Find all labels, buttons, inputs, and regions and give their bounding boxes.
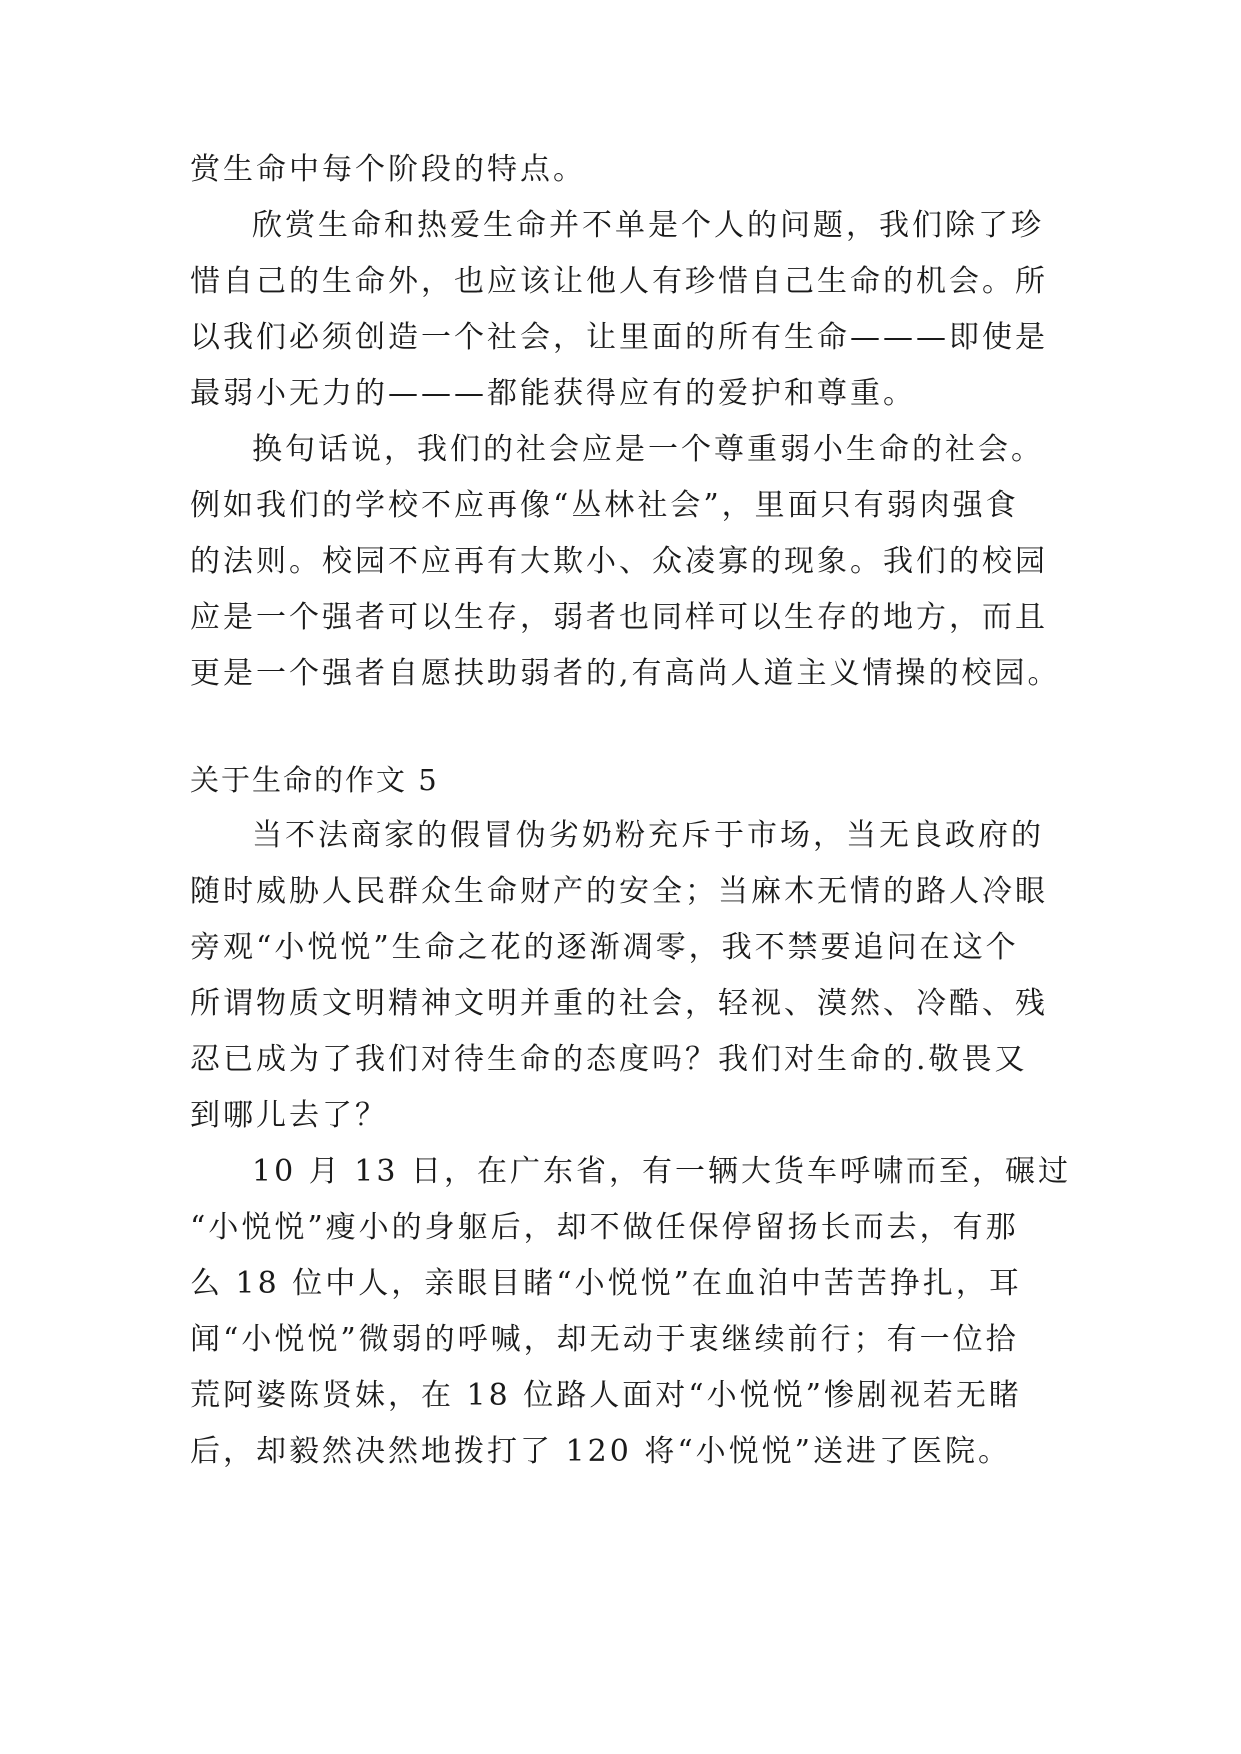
text-line: 荒阿婆陈贤妹，在 18 位路人面对“小悦悦”惨剧视若无睹 [190, 1378, 1022, 1413]
section-title: 关于生命的作文 5 [190, 763, 439, 797]
text-line: “小悦悦”瘦小的身躯后，却不做任保停留扬长而去，有那 [190, 1210, 1019, 1245]
text-line: 欣赏生命和热爱生命并不单是个人的问题，我们除了珍 [252, 208, 1044, 243]
text-line: 以我们必须创造一个社会，让里面的所有生命———即使是 [190, 320, 1048, 355]
text-line: 赏生命中每个阶段的特点。 [190, 152, 586, 187]
text-line: 换句话说，我们的社会应是一个尊重弱小生命的社会。 [252, 432, 1044, 467]
text-line: 旁观“小悦悦”生命之花的逐渐凋零，我不禁要追问在这个 [190, 930, 1019, 965]
text-line: 闻“小悦悦”微弱的呼喊，却无动于衷继续前行；有一位拾 [190, 1322, 1019, 1357]
text-line: 么 18 位中人，亲眼目睹“小悦悦”在血泊中苦苦挣扎，耳 [190, 1266, 1022, 1301]
text-line: 最弱小无力的———都能获得应有的爱护和尊重。 [190, 376, 916, 411]
text-line: 更是一个强者自愿扶助弱者的,有高尚人道主义情操的校园。 [190, 656, 1061, 691]
text-line: 10 月 13 日，在广东省，有一辆大货车呼啸而至，碾过 [252, 1154, 1071, 1189]
text-line: 随时威胁人民群众生命财产的安全；当麻木无情的路人冷眼 [190, 874, 1048, 909]
text-line: 所谓物质文明精神文明并重的社会，轻视、漠然、冷酷、残 [190, 986, 1048, 1021]
text-line: 当不法商家的假冒伪劣奶粉充斥于市场，当无良政府的 [252, 818, 1044, 853]
text-line: 忍已成为了我们对待生命的态度吗？我们对生命的.敬畏又 [190, 1042, 1028, 1077]
text-line: 后，却毅然决然地拨打了 120 将“小悦悦”送进了医院。 [190, 1434, 1012, 1469]
text-line: 到哪儿去了？ [190, 1098, 388, 1133]
text-line: 惜自己的生命外，也应该让他人有珍惜自己生命的机会。所 [190, 264, 1048, 299]
text-line: 应是一个强者可以生存，弱者也同样可以生存的地方，而且 [190, 600, 1048, 635]
text-line: 例如我们的学校不应再像“丛林社会”，里面只有弱肉强食 [190, 488, 1019, 523]
text-line: 的法则。校园不应再有大欺小、众凌寡的现象。我们的校园 [190, 544, 1048, 579]
